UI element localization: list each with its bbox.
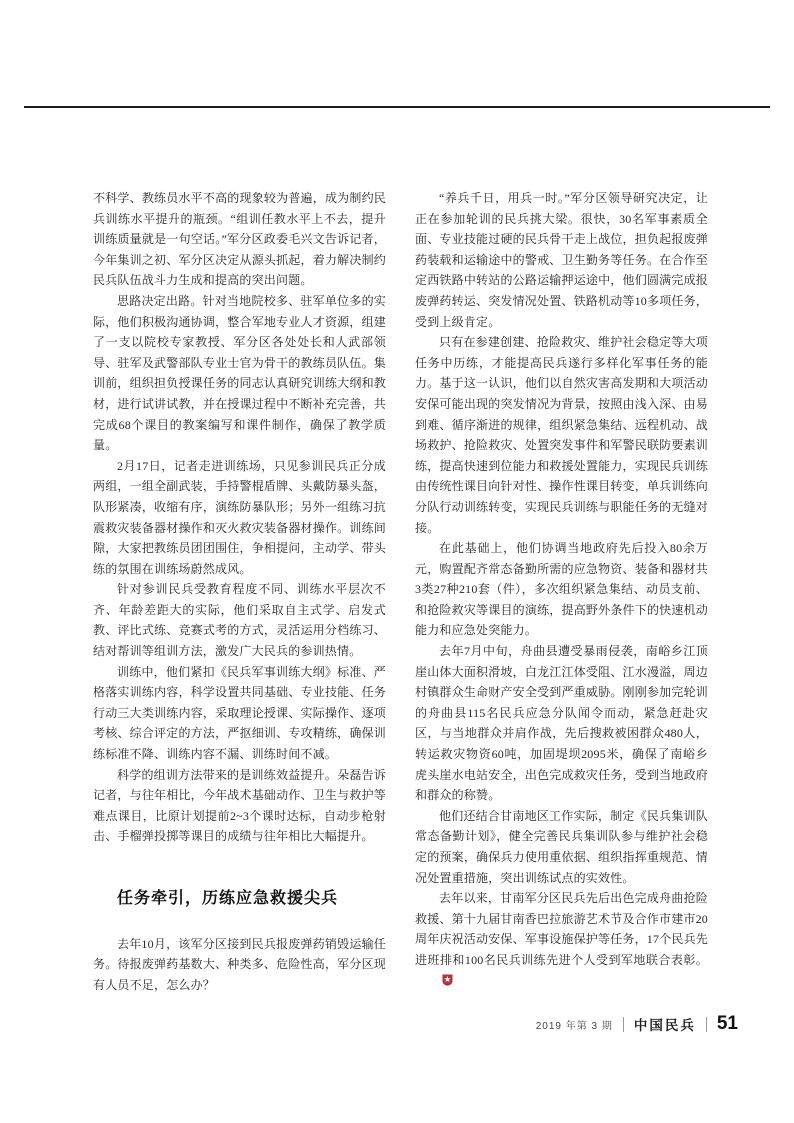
footer-divider <box>623 1017 624 1032</box>
page-number: 51 <box>716 1013 738 1034</box>
right-column <box>415 188 708 991</box>
body-paragraph: 2月17日，记者走进训练场，只见参训民兵正分成两组，一组全副武装，手持警棍盾牌、头戴防暴头盔，队形紧凑，收缩有序，演练防暴队形；另外一组练习抗震救灾装备器材操作和灭火救灾装备器材操作。训练间隙，大家把教练员团团围住，争相提问，主动学、带头练的氛围在训练场蔚然成风。 <box>93 458 386 576</box>
paragraph-text: 去年以来，甘南军分区民兵先后出色完成舟曲抢险救援、第十九届甘南香巴拉旅游艺术节及合作市建市20周年庆祝活动安保、军事设施保护等任务，17个民兵先进班排和100名民兵训练先进个人受到军地联合表彰。 <box>415 891 709 967</box>
footer-divider <box>706 1017 707 1032</box>
issue-label: 2019 年第 3 期 <box>535 1020 613 1032</box>
body-paragraph: 科学的组训方法带来的是训练效益提升。朵磊告诉记者，与往年相比，今年战术基础动作、卫生与救护等难点课目，比原计划提前2~3个课时达标，自动步枪射击、手榴弹投掷等课目的成绩与往年相比大幅提升。 <box>93 767 386 844</box>
body-paragraph: 不科学、教练员水平不高的现象较为普遍，成为制约民兵训练水平提升的瓶颈。“组训任教水平上不去，提升训练质量就是一句空话。”军分区政委毛兴文告诉记者，今年集训之初、军分区决定从源头抓起，着力解决制约民兵队伍战斗力生成和提高的突出问题。 <box>93 191 386 288</box>
body-paragraph: 训练中，他们紧扣《民兵军事训练大纲》标准、严格落实训练内容，科学设置共同基础、专业技能、任务行动三大类训练内容，采取理论授课、实际操作、逐项考核、综合评定的方法，严抠细训、专攻精练，确保训练标准不降、训练内容不漏、训练时间不减。 <box>93 664 386 762</box>
body-paragraph: 去年10月，该军分区接到民兵报废弹药销毁运输任务。待报废弹药基数大、种类多、危险性高，军分区现有人员不足，怎么办？ <box>93 936 386 992</box>
page-footer <box>536 1013 738 1035</box>
body-paragraph: 去年7月中旬，舟曲县遭受暴雨侵袭，南峪乡江顶崖山体大面积滑坡，白龙江江体受阻、江水漫溢，周边村镇群众生命财产安全受到严重威胁。刚刚参加完轮训的舟曲县115名民兵应急分队闻令而动，紧急赶赴灾区，与当地群众并肩作战，先后搜救被困群众480人，转运救灾物资60吨，加固堤坝2095米，确保了南峪乡虎头崖水电站安全，出色完成救灾任务，受到当地政府和群众的称赞。 <box>415 644 708 803</box>
body-paragraph: 针对参训民兵受教育程度不同、训练水平层次不齐、年龄差距大的实际，他们采取自主式学、启发式教、评比式练、竞赛式考的方式，灵活运用分档练习、结对帮训等组训方法，激发广大民兵的参训热情。 <box>93 582 386 659</box>
body-paragraph: 思路决定出路。针对当地院校多、驻军单位多的实际，他们积极沟通协调，整合军地专业人才资源，组建了一支以院校专家教授、军分区各处处长和人武部领导、驻军及武警部队专业士官为骨干的教练员队伍。集训前，组织担负授课任务的同志认真研究训练大纲和教材，进行试讲试教，并在授课过程中不断补充完善，共完成68个课目的教案编写和课件制作，确保了教学质量。 <box>93 293 386 453</box>
body-paragraph: 他们还结合甘南地区工作实际，制定《民兵集训队常态备勤计划》，健全完善民兵集训队参与维护社会稳定的预案，确保兵力使用重依据、组织指挥重规范、情况处置重措施，突出训练试点的实效性。 <box>415 808 708 885</box>
body-paragraph: “养兵千日，用兵一时。”军分区领导研究决定，让正在参加轮训的民兵挑大梁。很快，30名军事素质全面、专业技能过硬的民兵骨干走上战位，担负起报废弹药装载和运输途中的警戒、卫生勤务等任务。在合作至定西铁路中转站的公路运输押运途中，他们圆满完成报废弹药转运、突发情况处置、铁路机动等10多项任务，受到上级肯定。 <box>415 191 709 329</box>
section-heading: 任务牵引，历练应急救援尖兵 <box>117 890 339 907</box>
header-rule <box>24 106 770 108</box>
article-end-icon <box>418 972 429 984</box>
left-column <box>93 188 386 995</box>
body-paragraph: 只有在参建创建、抢险救灾、维护社会稳定等大项任务中历练，才能提高民兵遂行多样化军事任务的能力。基于这一认识，他们以自然灾害高发期和大项活动安保可能出现的突发情况为背景，按照由浅入深、由易到难、循序渐进的规律，组织紧急集结、远程机动、战场救护、抢险救灾、处置突发事件和军警民联防要素训练，提高快速到位能力和救援处置能力，实现民兵训练由传统性课目向针对性、操作性课目转变，单兵训练向分队行动训练转变，实现民兵训练与职能任务的无缝对接。 <box>415 335 708 535</box>
body-paragraph: 在此基础上，他们协调当地政府先后投入80余万元，购置配齐常态备勤所需的应急物资、装备和器材共3类27种210套（件），多次组织紧急集结、动员支前、和抢险救灾等课目的演练，提高野外条件下的快速机动能力和应急处突能力。 <box>415 541 708 638</box>
body-paragraph <box>415 888 708 991</box>
magazine-title: 中国民兵 <box>633 1018 696 1033</box>
